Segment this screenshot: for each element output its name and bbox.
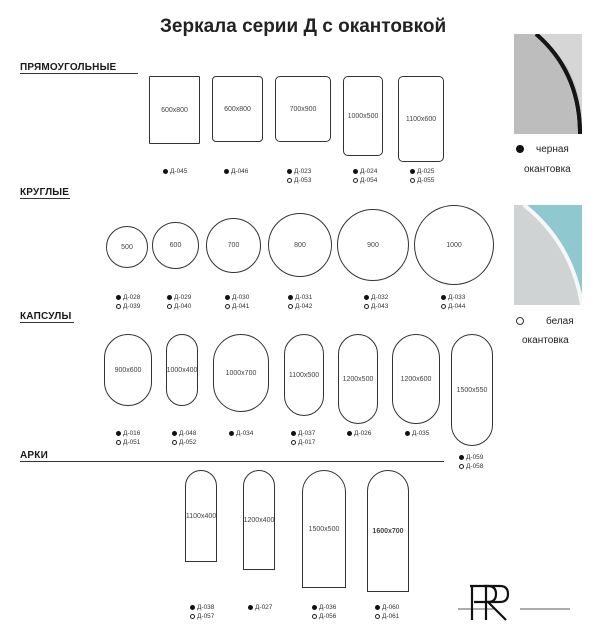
article-code: Д-029 Д-040: [167, 293, 191, 311]
white-dot-icon: [288, 304, 293, 309]
mirror-arch: [243, 470, 275, 570]
black-dot-icon: [287, 169, 292, 174]
black-dot-icon: [224, 169, 229, 174]
white-dot-icon: [312, 614, 317, 619]
white-frame-sample-image: [514, 205, 582, 305]
article-code: Д-031 Д-042: [288, 293, 312, 311]
section-rule: [20, 198, 70, 199]
black-dot-icon: [516, 145, 524, 153]
black-dot-icon: [347, 431, 352, 436]
white-dot-icon: [375, 614, 380, 619]
black-dot-icon: [410, 169, 415, 174]
mirror-size-label: 1000x500: [347, 112, 379, 120]
brand-logo: [458, 578, 570, 624]
article-code: Д-037 Д-017: [291, 429, 315, 447]
mirror-rect: [149, 76, 200, 144]
article-code: Д-060 Д-061: [375, 603, 399, 621]
section-title-arches: АРКИ: [20, 450, 48, 461]
white-dot-icon: [225, 304, 230, 309]
mirror-rect: [343, 76, 383, 156]
section-title-round: КРУГЛЫЕ: [20, 187, 70, 198]
mirror-size-label: 800: [294, 241, 306, 249]
mirror-size-label: 1600x700: [372, 527, 404, 535]
mirror-size-label: 600x800: [161, 106, 188, 114]
mirror-arch: [302, 470, 346, 588]
mirror-size-label: 700: [227, 242, 240, 249]
black-dot-icon: [405, 431, 410, 436]
black-dot-icon: [459, 455, 464, 460]
mirror-rect: [275, 76, 331, 142]
article-code: Д-034: [229, 429, 253, 438]
mirror-capsule: [338, 334, 378, 424]
article-code: Д-045: [163, 167, 187, 176]
mirror-size-label: 1000x700: [225, 369, 257, 377]
article-code: Д-059 Д-058: [459, 453, 483, 471]
black-frame-sample-image: [514, 34, 582, 134]
mirror-size-label: 1200x600: [400, 375, 432, 383]
mirror-round: [206, 218, 261, 273]
mirror-size-label: 700x900: [289, 105, 317, 113]
article-code: Д-038 Д-057: [190, 603, 214, 621]
white-dot-icon: [116, 440, 121, 445]
mirror-size-label: 600x800: [224, 105, 251, 113]
mirror-capsule: [166, 334, 198, 406]
legend-white: белая: [516, 315, 574, 328]
white-dot-icon: [516, 317, 524, 325]
section-rule: [20, 322, 74, 323]
black-dot-icon: [353, 169, 358, 174]
mirror-capsule: [213, 334, 269, 412]
white-dot-icon: [287, 178, 292, 183]
article-code: Д-048 Д-052: [172, 429, 196, 447]
black-dot-icon: [116, 431, 121, 436]
mirror-capsule: [104, 334, 152, 406]
legend-black: черная: [516, 143, 569, 156]
legend-black-line2: окантовка: [524, 164, 571, 175]
article-code: Д-028 Д-039: [116, 293, 140, 311]
mirror-rect: [212, 76, 263, 142]
article-code: Д-033 Д-044: [441, 293, 465, 311]
legend-white-line2: окантовка: [522, 335, 569, 346]
mirror-round: [152, 222, 199, 269]
mirror-size-label: 1500x500: [308, 525, 340, 533]
mirror-size-label: 1200x400: [243, 516, 275, 524]
mirror-size-label: 500: [121, 243, 133, 251]
article-code: Д-023 Д-053: [287, 167, 311, 185]
black-frame-sample: [514, 34, 582, 134]
white-dot-icon: [410, 178, 415, 183]
article-code: Д-030 Д-041: [225, 293, 249, 311]
mirror-size-label: 1000x400: [166, 366, 198, 374]
black-dot-icon: [225, 295, 230, 300]
white-dot-icon: [291, 440, 296, 445]
mirror-size-label: 1100x600: [405, 115, 437, 123]
article-code: Д-025 Д-055: [410, 167, 434, 185]
article-code: Д-032 Д-043: [364, 293, 388, 311]
white-frame-sample: [514, 205, 582, 305]
black-dot-icon: [291, 431, 296, 436]
mirror-capsule: [392, 334, 440, 424]
mirror-arch: [367, 470, 409, 592]
section-title-capsules: КАПСУЛЫ: [20, 311, 72, 322]
mirror-size-label: 1000: [446, 241, 462, 249]
black-dot-icon: [163, 169, 168, 174]
mirror-size-label: 900x600: [114, 366, 142, 374]
white-dot-icon: [116, 304, 121, 309]
section-rule: [20, 73, 138, 74]
black-dot-icon: [441, 295, 446, 300]
page-title: Зеркала серии Д с окантовкой: [160, 16, 447, 37]
mirror-round: [414, 205, 494, 285]
mirror-capsule: [284, 334, 324, 416]
mirror-size-label: 600: [169, 242, 182, 249]
mirror-round: [337, 209, 409, 281]
mirror-round: [268, 213, 332, 277]
mirror-size-label: 1500x550: [456, 386, 488, 394]
article-code: Д-027: [248, 603, 272, 612]
white-dot-icon: [459, 464, 464, 469]
white-dot-icon: [441, 304, 446, 309]
white-dot-icon: [353, 178, 358, 183]
white-dot-icon: [172, 440, 177, 445]
white-dot-icon: [364, 304, 369, 309]
black-dot-icon: [364, 295, 369, 300]
mirror-size-label: 900: [367, 241, 379, 249]
article-code: Д-035: [405, 429, 429, 438]
mirror-size-label: 1100x400: [185, 512, 217, 520]
black-dot-icon: [312, 605, 317, 610]
brand-logo-icon: [458, 578, 570, 624]
section-rule: [20, 461, 444, 462]
black-dot-icon: [375, 605, 380, 610]
black-dot-icon: [190, 605, 195, 610]
black-dot-icon: [288, 295, 293, 300]
white-dot-icon: [167, 304, 172, 309]
black-dot-icon: [172, 431, 177, 436]
article-code: Д-024 Д-054: [353, 167, 377, 185]
mirror-capsule: [451, 334, 493, 446]
article-code: Д-026: [347, 429, 371, 438]
article-code: Д-016 Д-051: [116, 429, 140, 447]
white-dot-icon: [190, 614, 195, 619]
mirror-rect: [398, 76, 444, 162]
mirror-size-label: 1200x500: [342, 375, 374, 383]
section-title-rectangular: ПРЯМОУГОЛЬНЫЕ: [20, 62, 117, 73]
article-code: Д-036 Д-056: [312, 603, 336, 621]
black-dot-icon: [248, 605, 253, 610]
article-code: Д-046: [224, 167, 248, 176]
black-dot-icon: [167, 295, 172, 300]
mirror-size-label: 1100x500: [288, 371, 320, 379]
mirror-round: [106, 226, 148, 268]
mirror-arch: [185, 470, 217, 562]
black-dot-icon: [229, 431, 234, 436]
black-dot-icon: [116, 295, 121, 300]
